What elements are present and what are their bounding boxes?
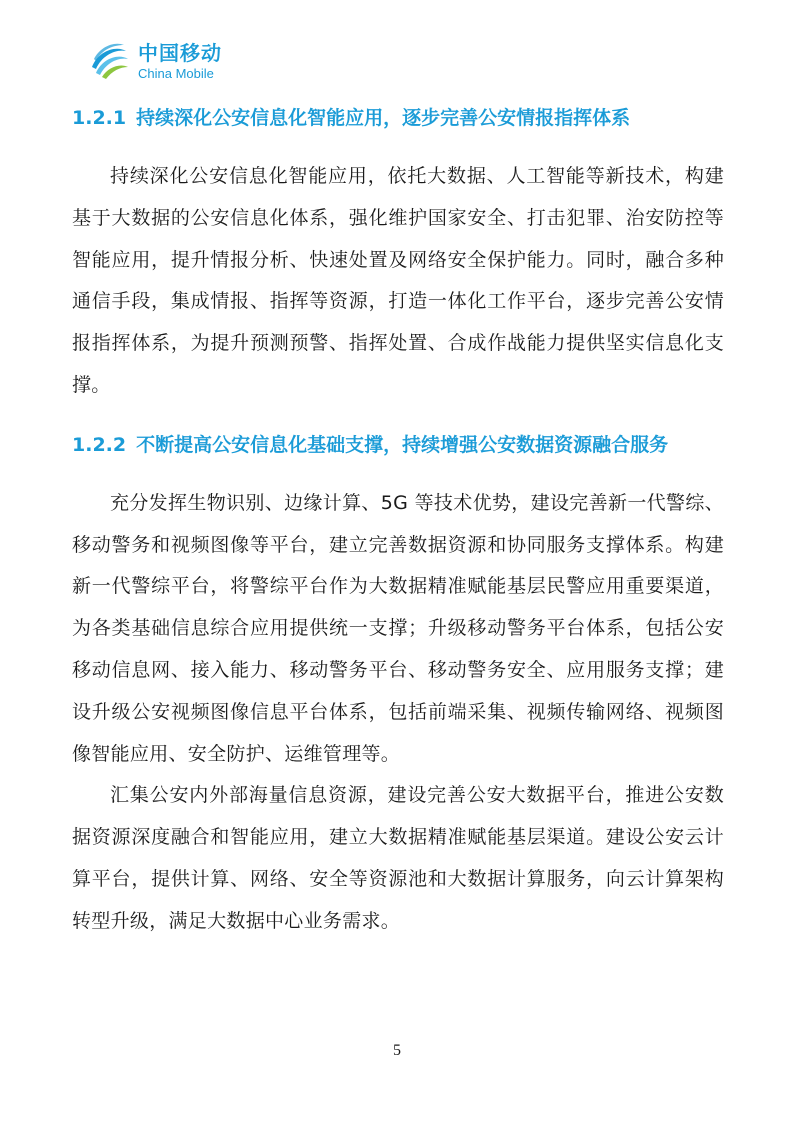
section-heading-1-2-1 bbox=[72, 98, 724, 138]
paragraph: 汇集公安内外部海量信息资源，建设完善公安大数据平台，推进公安数据资源深度融合和智能应用，建立大数据精准赋能基层渠道。建设公安云计算平台，提供计算、网络、安全等资源池和大数据计算服务，向云计算架构转型升级，满足大数据中心业务需求。 bbox=[72, 784, 724, 932]
china-mobile-logo-icon bbox=[86, 37, 134, 85]
section-heading-1-2-2 bbox=[72, 425, 724, 465]
logo-english-name: China Mobile bbox=[138, 65, 214, 81]
document-body bbox=[72, 98, 724, 943]
logo-chinese-name: 中国移动 bbox=[138, 40, 222, 65]
paragraph: 持续深化公安信息化智能应用，依托大数据、人工智能等新技术，构建基于大数据的公安信息化体系，强化维护国家安全、打击犯罪、治安防控等智能应用，提升情报分析、快速处置及网络安全保护能力。同时，融合多种通信手段，集成情报、指挥等资源，打造一体化工作平台，逐步完善公安情报指挥体系，为提升预测预警、指挥处置、合成作战能力提供坚实信息化支撑。 bbox=[72, 165, 724, 396]
section-title: 不断提高公安信息化基础支撑，持续增强公安数据资源融合服务 bbox=[136, 433, 669, 456]
paragraph: 充分发挥生物识别、边缘计算、5G 等技术优势，建设完善新一代警综、移动警务和视频图像等平台，建立完善数据资源和协同服务支撑体系。构建新一代警综平台，将警综平台作为大数据精准赋能基层民警应用重要渠道，为各类基础信息综合应用提供统一支撑；升级移动警务平台体系，包括公安移动信息网、接入能力、移动警务平台、移动警务安全、应用服务支撑；建设升级公安视频图像信息平台体系，包括前端采集、视频传输网络、视频图像智能应用、安全防护、运维管理等。 bbox=[72, 491, 724, 765]
section-number: 1.2.2 bbox=[72, 433, 127, 456]
page-number: 5 bbox=[393, 1042, 401, 1059]
section-title: 持续深化公安信息化智能应用，逐步完善公安情报指挥体系 bbox=[136, 107, 631, 129]
china-mobile-logo bbox=[86, 36, 222, 86]
section-number: 1.2.1 bbox=[72, 107, 127, 129]
